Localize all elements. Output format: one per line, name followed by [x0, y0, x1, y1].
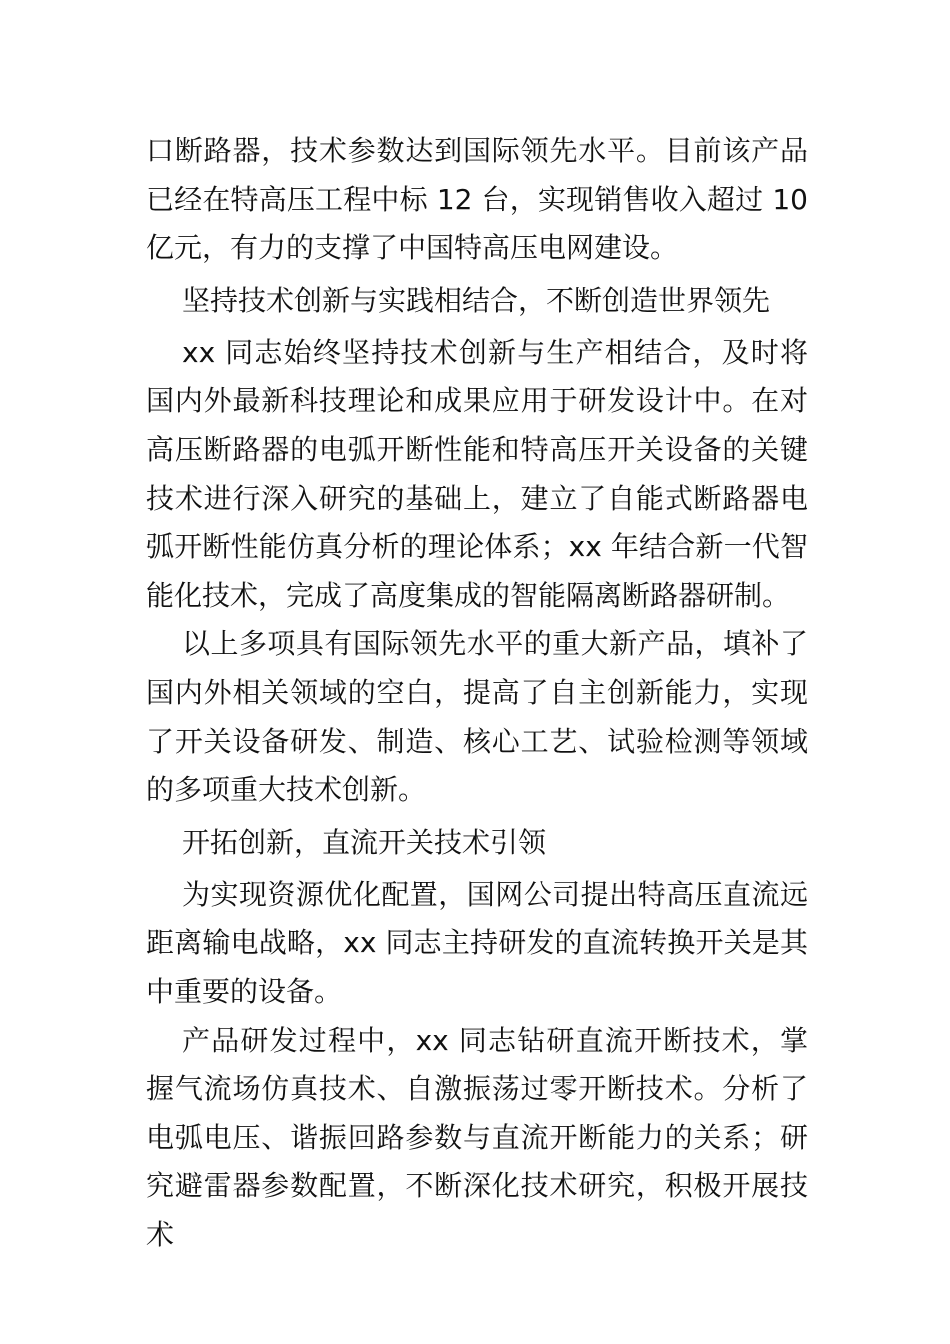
paragraph-continued: 口断路器，技术参数达到国际领先水平。目前该产品已经在特高压工程中标 12 台，实现销售收入超过 10 亿元，有力的支撑了中国特高压电网建设。	[146, 134, 808, 265]
section-heading-1: 坚持技术创新与实践相结合，不断创造世界领先	[182, 283, 771, 317]
paragraph-summary: 以上多项具有国际领先水平的重大新产品，填补了国内外相关领域的空白，提高了自主创新能力，实现了开关设备研发、制造、核心工艺、试验检测等领域的多项重大技术创新。	[146, 627, 808, 807]
document-page	[146, 127, 808, 1259]
paragraph-tech-innovation: xx 同志始终坚持技术创新与生产相结合，及时将国内外最新科技理论和成果应用于研发设计中。在对高压断路器的电弧开断性能和特高压开关设备的关键技术进行深入研究的基础上，建立了自能式断路器电弧开断性能仿真分析的理论体系；xx 年结合新一代智能化技术，完成了高度集成的智能隔离断路器研制。	[146, 335, 808, 612]
section-heading-2: 开拓创新，直流开关技术引领	[182, 825, 547, 859]
paragraph-dc-strategy: 为实现资源优化配置，国网公司提出特高压直流远距离输电战略，xx 同志主持研发的直流转换开关是其中重要的设备。	[146, 877, 808, 1008]
paragraph-dc-research: 产品研发过程中，xx 同志钻研直流开断技术，掌握气流场仿真技术、自激振荡过零开断技术。分析了电弧电压、谐振回路参数与直流开断能力的关系；研究避雷器参数配置，不断深化技术研究，积极开展技术	[146, 1023, 808, 1251]
